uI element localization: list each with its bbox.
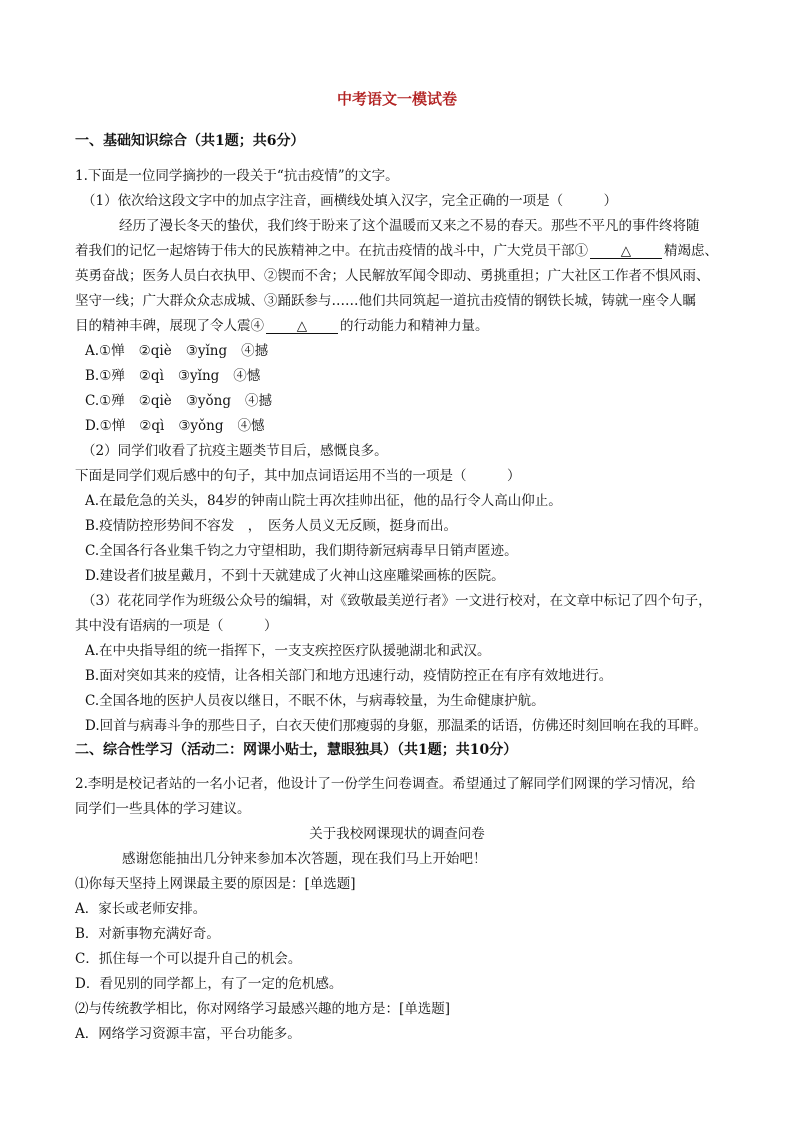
answer-option-c: C.全国各行各业集千钧之力守望相助，我们期待新冠病毒早日销声匿迹。 <box>85 543 518 559</box>
answer-option-a: A.在中央指导组的统一指挥下，一支支疾控医疗队援驰湖北和武汉。 <box>85 643 491 659</box>
passage-text: 的行动能力和精神力量。 <box>340 318 489 334</box>
question-1-part3-sub: 其中没有语病的一项是（ ） <box>75 618 278 634</box>
passage-line: 坚守一线；广大群众众志成城、③踊跃参与……他们共同筑起一道抗击疫情的钢铁长城，铸就一座令人瞩 <box>75 293 696 309</box>
option-item: ③yǒng <box>185 393 232 409</box>
option-item: C.①殚 <box>85 393 125 409</box>
section-heading-1: 一、基础知识综合（共1题；共6分） <box>75 133 305 149</box>
survey-question-2: ⑵与传统教学相比，你对网络学习最感兴趣的地方是：[单选题] <box>75 1001 451 1017</box>
question-2-intro: 2.李明是校记者站的一名小记者，他设计了一份学生问卷调查。希望通过了解同学们网课的学习情况，给 <box>75 776 696 792</box>
survey-option-c: C．抓住每一个可以提升自己的机会。 <box>75 951 302 967</box>
answer-option-b: B.面对突如其来的疫情，让各相关部门和地方迅速行动，疫情防控正在有序有效地进行。 <box>85 668 613 684</box>
question-2-intro: 同学们一些具体的学习建议。 <box>75 801 251 817</box>
option-item: ④撼 <box>241 343 269 359</box>
option-item: D.①惮 <box>85 418 126 434</box>
fill-blank-1: △ <box>590 244 662 259</box>
question-1-part2-stem: （2）同学们收看了抗疫主题类节目后，感慨良多。 <box>82 443 388 459</box>
option-item: ②qì <box>139 418 165 434</box>
survey-option-a: A．网络学习资源丰富，平台功能多。 <box>75 1026 301 1042</box>
question-1-part3-stem: （3）花花同学作为班级公众号的编辑，对《致敬最美逆行者》一文进行校对，在文章中标记了四个句子， <box>82 593 712 609</box>
section-heading-2: 二、综合性学习（活动二：网课小贴士，慧眼独具）（共1题；共10分） <box>75 742 518 758</box>
option-item: ③yǐng <box>185 343 228 359</box>
answer-option-c <box>85 389 286 409</box>
option-item: ④憾 <box>233 368 261 384</box>
answer-option-d: D.回首与病毒斗争的那些日子，白衣天使们那瘦弱的身躯，那温柔的话语，仿佛还时刻回响在我的耳畔。 <box>85 718 708 734</box>
survey-option-d: D．看见别的同学都上，有了一定的危机感。 <box>75 976 343 992</box>
option-item: ④撼 <box>245 393 273 409</box>
passage-line <box>75 239 718 259</box>
option-item: ②qiè <box>138 343 172 359</box>
answer-option-c: C.全国各地的医护人员夜以继日，不眠不休，与病毒较量，为生命健康护航。 <box>85 693 545 709</box>
answer-option-a: A.在最危急的关头，84岁的钟南山院士再次挂帅出征，他的品行令人高山仰止。 <box>85 493 562 509</box>
survey-title: 关于我校网课现状的调查问卷 <box>309 826 485 842</box>
option-item: B.①殚 <box>85 368 125 384</box>
option-item: ③yǐng <box>177 368 220 384</box>
answer-option-a <box>85 339 282 359</box>
survey-greeting: 感谢您能抽出几分钟来参加本次答题，现在我们马上开始吧！ <box>122 851 487 867</box>
survey-option-b: B．对新事物充满好奇。 <box>75 926 220 942</box>
survey-option-a: A．家长或老师安排。 <box>75 901 207 917</box>
option-item: ②qì <box>138 368 164 384</box>
option-item: ③yǒng <box>178 418 224 434</box>
passage-text: 精竭虑、 <box>664 243 718 259</box>
passage-text: 着我们的记忆一起熔铸于伟大的民族精神之中。在抗击疫情的战斗中，广大党员干部① <box>75 243 588 259</box>
answer-option-b: B.疫情防控形势间不容发 ， 医务人员义无反顾，挺身而出。 <box>85 518 457 534</box>
answer-option-b <box>85 364 274 384</box>
page-title: 中考语文一模试卷 <box>336 90 457 108</box>
option-item: ④憾 <box>237 418 265 434</box>
fill-blank-4: △ <box>266 319 338 334</box>
option-item: A.①惮 <box>85 343 125 359</box>
passage-line: 英勇奋战；医务人员白衣执甲、②锲而不舍；人民解放军闻令即动、勇挑重担；广大社区工作者不惧风雨、 <box>75 268 710 284</box>
question-1-part1-stem: （1）依次给这段文字中的加点字注音，画横线处填入汉字，完全正确的一项是（ ） <box>82 193 618 209</box>
answer-option-d: D.建设者们披星戴月，不到十天就建成了火神山这座雕梁画栋的医院。 <box>85 568 505 584</box>
passage-text: 目的精神丰碑，展现了令人震④ <box>75 318 264 334</box>
option-item: ②qiè <box>138 393 172 409</box>
answer-option-d <box>85 414 279 434</box>
question-1-part2-sub: 下面是同学们观后感中的句子，其中加点词语运用不当的一项是（ ） <box>75 468 521 484</box>
question-1-intro: 1.下面是一位同学摘抄的一段关于“抗击疫情”的文字。 <box>75 168 399 184</box>
passage-line: 经历了漫长冬天的蛰伏，我们终于盼来了这个温暖而又来之不易的春天。那些不平凡的事件终将随 <box>119 218 700 234</box>
passage-line <box>75 314 489 334</box>
survey-question-1: ⑴你每天坚持上网课最主要的原因是：[单选题] <box>75 876 356 892</box>
